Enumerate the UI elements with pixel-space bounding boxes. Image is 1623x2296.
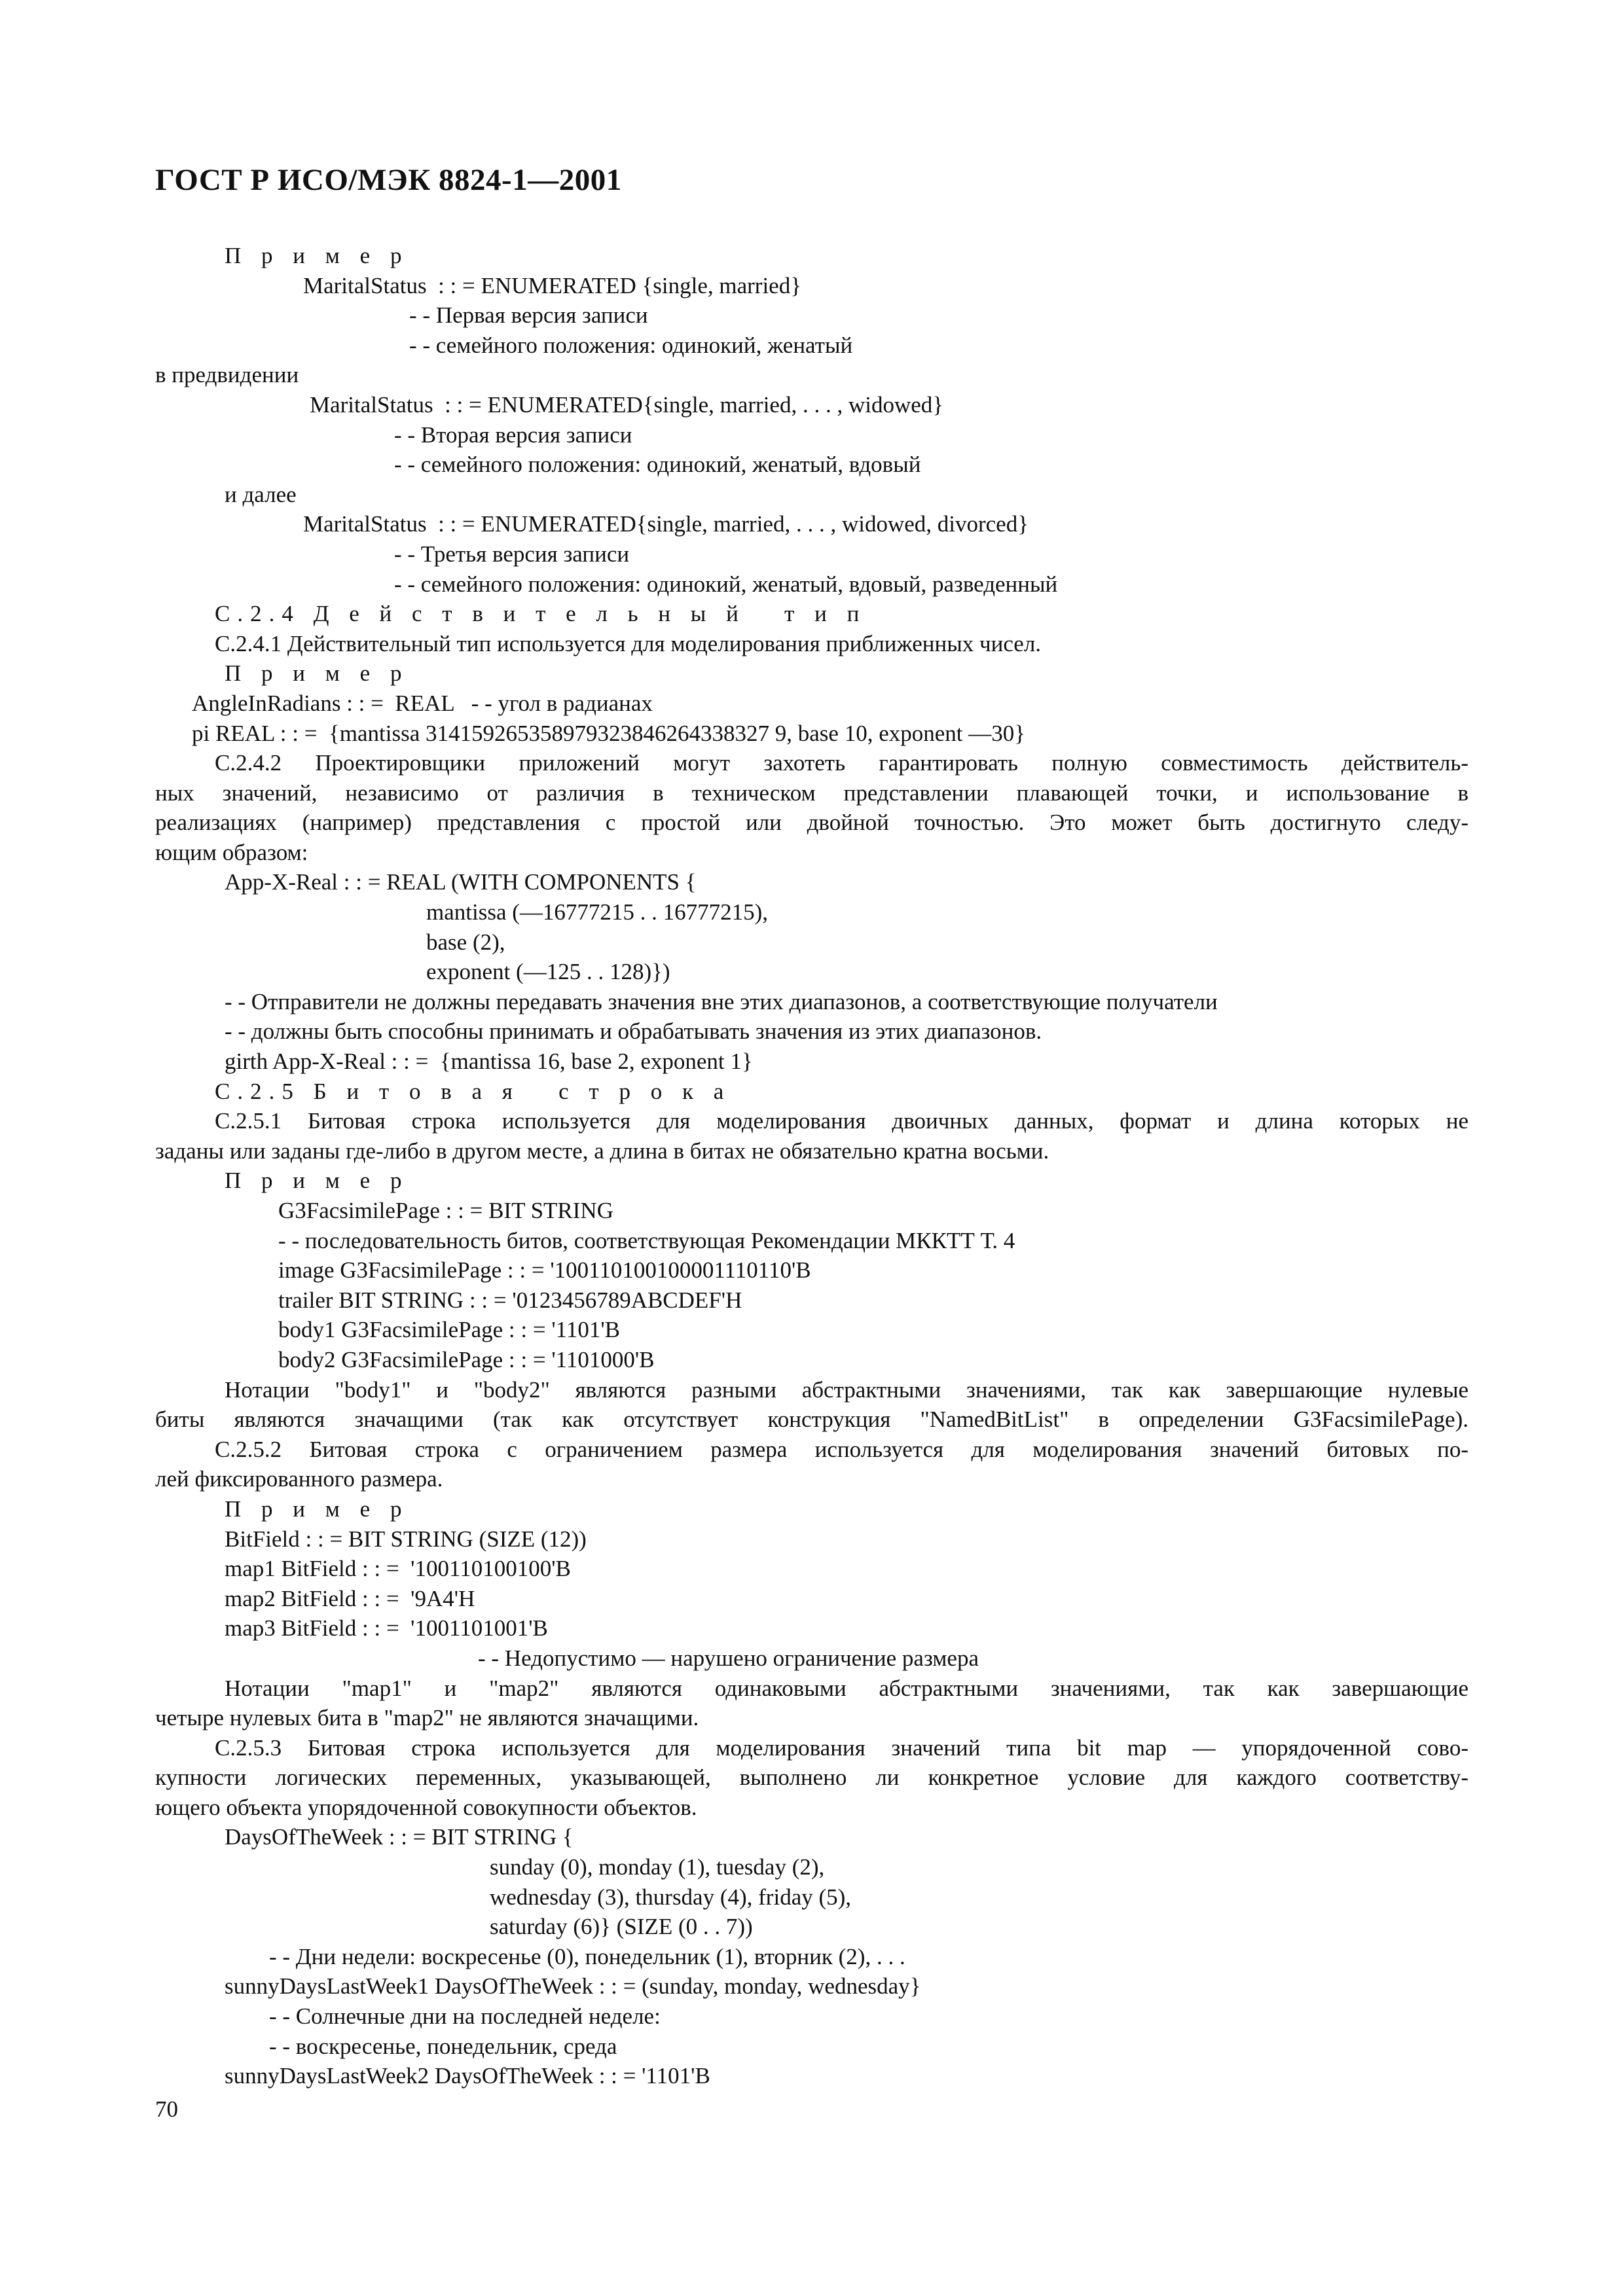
paragraph-line: С.2.5.2 Битовая строка с ограничением размера используется для моделирования значений битовых по-	[215, 1436, 1468, 1462]
code-comment: - - воскресенье, понедельник, среда	[269, 2033, 617, 2059]
code-line: mantissa (—16777215 . . 16777215),	[426, 899, 769, 925]
code-line: map3 BitField : : = '1001101001'B	[225, 1615, 548, 1641]
code-line: exponent (—125 . . 128)})	[426, 959, 670, 985]
text-line: и далее	[225, 481, 297, 507]
code-comment: - - Дни недели: воскресенье (0), понедельник (1), вторник (2), . . .	[269, 1943, 905, 1969]
text-line: в предвидении	[155, 362, 299, 388]
section-heading: С.2.4 Д е й с т в и т е л ь н ы й т и п	[215, 601, 867, 627]
code-comment: - - Вторая версия записи	[394, 422, 632, 448]
paragraph-line: биты являются значащими (так как отсутствует конструкция "NamedBitList" в определении G3FacsimilePage).	[155, 1407, 1468, 1433]
code-line: sunnyDaysLastWeek2 DaysOfTheWeek : : = '1101'B	[225, 2063, 710, 2089]
paragraph-line: реализациях (например) представления с простой или двойной точностью. Это может быть достигнуто следу-	[155, 810, 1468, 836]
code-line: saturday (6)} (SIZE (0 . . 7))	[490, 1914, 753, 1940]
code-comment: - - Отправители не должны передавать значения вне этих диапазонов, а соответствующие получатели	[225, 988, 1218, 1014]
code-comment: - - должны быть способны принимать и обрабатывать значения из этих диапазонов.	[225, 1018, 1042, 1045]
paragraph-line: четыре нулевых бита в "map2" не являются значащими.	[155, 1705, 699, 1731]
code-comment: - - Первая версия записи	[409, 302, 648, 329]
code-line: App-X-Real : : = REAL (WITH COMPONENTS {	[225, 869, 697, 895]
code-line: pi REAL : : = {mantissa 314159265358979323846264338327 9, base 10, exponent —30}	[192, 720, 1026, 746]
code-line: image G3FacsimilePage : : = '100110100100001110110'B	[278, 1257, 811, 1283]
code-line: body1 G3FacsimilePage : : = '1101'B	[278, 1317, 620, 1343]
code-line: AngleInRadians : : = REAL - - угол в радианах	[192, 690, 653, 716]
code-line: body2 G3FacsimilePage : : = '1101000'B	[278, 1346, 655, 1372]
paragraph-line: С.2.5.1 Битовая строка используется для моделирования двоичных данных, формат и длина которых не	[215, 1108, 1468, 1134]
code-line: MaritalStatus : : = ENUMERATED{single, married, . . . , widowed}	[310, 391, 944, 418]
paragraph-line: ющим образом:	[155, 839, 308, 865]
code-line: girth App-X-Real : : = {mantissa 16, base 2, exponent 1}	[225, 1049, 753, 1075]
example-label: П р и м е р	[225, 660, 409, 687]
code-line: sunday (0), monday (1), tuesday (2),	[490, 1854, 825, 1880]
page-body	[0, 241, 1623, 2091]
code-line: MaritalStatus : : = ENUMERATED {single, married}	[303, 272, 802, 298]
code-line: base (2),	[426, 929, 505, 955]
paragraph-line: лей фиксированного размера.	[155, 1466, 443, 1492]
code-line: MaritalStatus : : = ENUMERATED{single, married, . . . , widowed, divorced}	[303, 511, 1029, 537]
paragraph-line: ных значений, независимо от различия в техническом представлении плавающей точки, и использование в	[155, 780, 1468, 806]
paragraph-line: С.2.4.1 Действительный тип используется для моделирования приближенных чисел.	[215, 630, 1042, 656]
paragraph-line: С.2.4.2 Проектировщики приложений могут захотеть гарантировать полную совместимость действитель-	[215, 750, 1468, 776]
paragraph-line: ющего объекта упорядоченной совокупности объектов.	[155, 1794, 697, 1820]
paragraph-line: Нотации "body1" и "body2" являются разными абстрактными значениями, так как завершающие нулевые	[225, 1376, 1468, 1403]
code-comment: - - Третья версия записи	[394, 541, 630, 567]
code-line: map2 BitField : : = '9A4'H	[225, 1585, 475, 1611]
code-line: map1 BitField : : = '100110100100'B	[225, 1556, 571, 1582]
paragraph-line: заданы или заданы где-либо в другом месте, а длина в битах не обязательно кратна восьми.	[155, 1138, 1049, 1164]
code-comment: - - Недопустимо — нарушено ограничение размера	[478, 1645, 979, 1671]
code-line: wednesday (3), thursday (4), friday (5),	[490, 1884, 852, 1910]
paragraph-line: Нотации "map1" и "map2" являются одинаковыми абстрактными значениями, так как завершающие	[225, 1675, 1468, 1701]
code-line: BitField : : = BIT STRING (SIZE (12))	[225, 1526, 587, 1552]
code-comment: - - последовательность битов, соответствующая Рекомендации МККТТ Т. 4	[278, 1227, 1015, 1253]
section-heading: С.2.5 Б и т о в а я с т р о к а	[215, 1078, 731, 1104]
code-line: sunnyDaysLastWeek1 DaysOfTheWeek : : = (sunday, monday, wednesday}	[225, 1973, 921, 2000]
page-number: 70	[155, 2096, 178, 2122]
code-comment: - - Солнечные дни на последней неделе:	[269, 2003, 661, 2030]
code-comment: - - семейного положения: одинокий, женатый	[409, 332, 853, 358]
code-comment: - - семейного положения: одинокий, женатый, вдовый, разведенный	[394, 571, 1058, 597]
paragraph-line: купности логических переменных, указывающей, выполнено ли конкретное условие для каждого соответству-	[155, 1765, 1468, 1791]
code-line: G3FacsimilePage : : = BIT STRING	[278, 1198, 613, 1223]
example-label: П р и м е р	[225, 1496, 409, 1522]
example-label: П р и м е р	[225, 243, 409, 268]
code-line: trailer BIT STRING : : = '0123456789ABCDEF'H	[278, 1287, 742, 1313]
code-line: DaysOfTheWeek : : = BIT STRING {	[225, 1824, 574, 1850]
page-header: ГОСТ Р ИСО/МЭК 8824-1—2001	[155, 163, 622, 197]
paragraph-line: С.2.5.3 Битовая строка используется для моделирования значений типа bit map — упорядоченной сово-	[215, 1734, 1468, 1761]
code-comment: - - семейного положения: одинокий, женатый, вдовый	[394, 452, 921, 478]
example-label: П р и м е р	[225, 1168, 409, 1194]
